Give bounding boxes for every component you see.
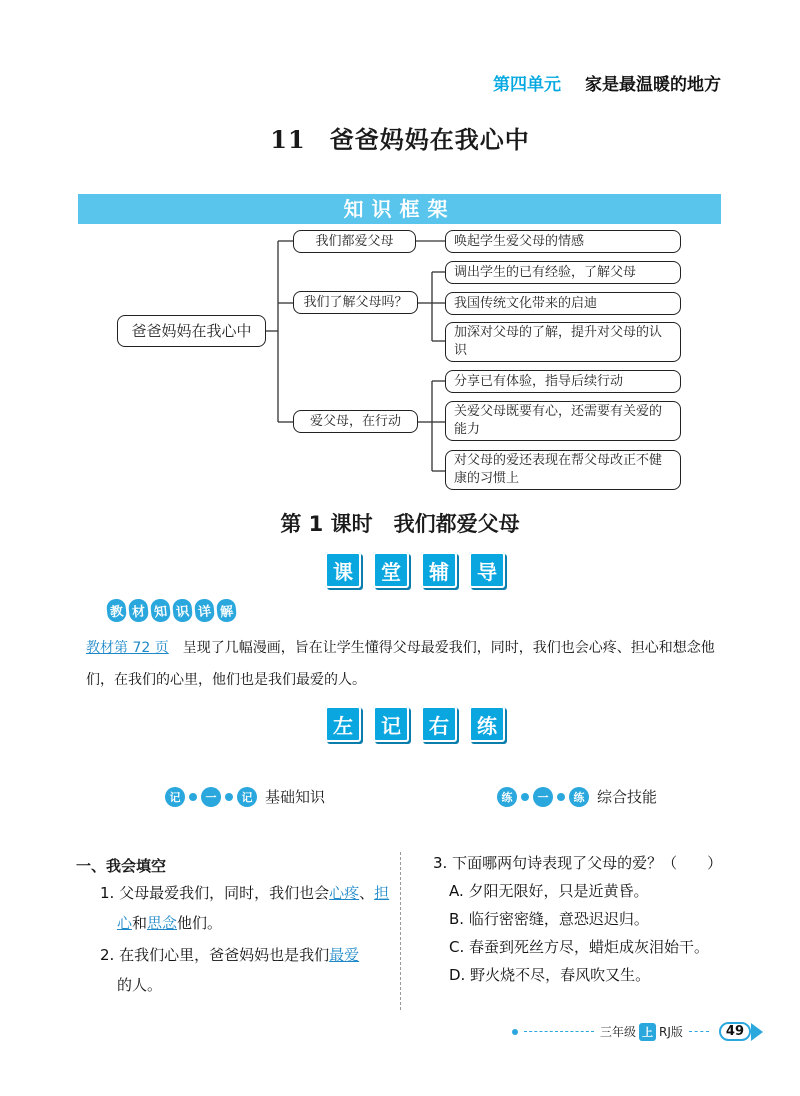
lesson-name: 爸爸妈妈在我心中	[329, 126, 530, 154]
fill-question-2-cont: 的人。	[117, 976, 163, 994]
practice-tile: 记	[373, 706, 409, 742]
left-column-label: 基础知识	[265, 788, 326, 806]
answer-blank[interactable]: 心疼	[329, 884, 360, 902]
fill-section-heading: 一、我会填空	[76, 857, 167, 875]
tag-char: 详	[193, 597, 217, 624]
tag-char: 知	[149, 597, 173, 624]
leaf-2-1: 调出学生的已有经验，了解父母	[445, 261, 681, 284]
class-guide-tile: 课	[325, 552, 361, 588]
question-number: 1.	[100, 884, 115, 902]
right-column-label: 综合技能	[597, 788, 658, 806]
textbook-text: 呈现了几幅漫画，旨在让学生懂得父母最爱我们，同时，我们也会心疼、担心和想念他们，在我们的心里，他们也是我们最爱的人。	[86, 640, 715, 688]
branch-1: 我们都爱父母	[293, 230, 416, 253]
lesson-title	[0, 120, 800, 155]
footer-dash	[524, 1031, 594, 1032]
class-guide-banner	[325, 552, 505, 588]
footer-arrow-icon	[751, 1023, 763, 1041]
practice-tile: 练	[469, 706, 505, 742]
question-number: 2.	[100, 946, 115, 964]
textbook-page-ref[interactable]: 教材第 72 页	[86, 640, 169, 656]
fill-question-1	[100, 878, 392, 908]
fill-question-1-cont	[117, 908, 392, 938]
pill-char: 记	[237, 787, 257, 807]
class-guide-tile: 辅	[421, 552, 457, 588]
practice-banner	[325, 706, 505, 742]
leaf-3-2: 关爱父母既要有心，还需要有关爱的能力	[445, 401, 681, 441]
class-guide-tile: 导	[469, 552, 505, 588]
right-column-header	[497, 786, 657, 807]
textbook-tag	[106, 598, 237, 623]
pill-dot	[521, 793, 529, 801]
question-text: 、	[359, 884, 375, 902]
pill-char: 一	[201, 787, 221, 807]
answer-blank[interactable]: 心	[117, 914, 133, 932]
question-text: 他们。	[177, 914, 223, 932]
choice-option-c[interactable]: C. 春蚕到死丝方尽，蜡炬成灰泪始干。	[449, 938, 710, 956]
class-guide-tile: 堂	[373, 552, 409, 588]
choice-option-d[interactable]: D. 野火烧不尽，春风吹又生。	[449, 966, 651, 984]
lesson-number: 11	[270, 125, 306, 154]
pill-char: 一	[533, 787, 553, 807]
framework-banner: 知识框架	[78, 194, 721, 224]
footer-edition: RJ版	[659, 1025, 683, 1039]
column-divider	[400, 852, 401, 1010]
page-number: 49	[719, 1022, 751, 1041]
pill-dot	[189, 793, 197, 801]
footer-grade: 三年级	[600, 1025, 637, 1039]
tag-char: 教	[105, 597, 129, 624]
choice-option-a[interactable]: A. 夕阳无限好，只是近黄昏。	[449, 882, 649, 900]
pill-char: 练	[497, 787, 517, 807]
tag-char: 材	[127, 597, 151, 624]
leaf-3-1: 分享已有体验，指导后续行动	[445, 370, 681, 393]
fill-question-2	[100, 940, 392, 970]
choice-question: 3. 下面哪两句诗表现了父母的爱？（ ）	[433, 854, 723, 872]
tag-char: 识	[171, 597, 195, 624]
footer-dot	[512, 1029, 518, 1035]
footer-term: 上	[639, 1023, 656, 1041]
practice-tile: 左	[325, 706, 361, 742]
pill-char: 练	[569, 787, 589, 807]
leaf-3-3: 对父母的爱还表现在帮父母改正不健康的习惯上	[445, 450, 681, 490]
question-text: 和	[132, 914, 148, 932]
practice-tile: 右	[421, 706, 457, 742]
unit-label: 第四单元	[493, 75, 561, 95]
left-column-header	[165, 786, 325, 807]
answer-blank[interactable]: 最爱	[329, 946, 360, 964]
question-text: 在我们心里，爸爸妈妈也是我们	[119, 946, 330, 964]
pill-dot	[225, 793, 233, 801]
leaf-2-2: 我国传统文化带来的启迪	[445, 292, 681, 315]
unit-title: 家是最温暖的地方	[585, 75, 721, 95]
answer-blank[interactable]: 担	[374, 884, 390, 902]
footer-dash	[689, 1031, 709, 1032]
leaf-1-1: 唤起学生爱父母的情感	[445, 230, 681, 253]
framework-root: 爸爸妈妈在我心中	[117, 315, 266, 347]
pill-dot	[557, 793, 565, 801]
branch-3: 爱父母，在行动	[293, 410, 418, 433]
question-text: 父母最爱我们，同时，我们也会	[119, 884, 330, 902]
pill-char: 记	[165, 787, 185, 807]
session-heading: 第 1 课时 我们都爱父母	[280, 512, 520, 536]
branch-2: 我们了解父母吗？	[293, 291, 418, 314]
page-footer	[512, 1022, 763, 1041]
textbook-paragraph	[86, 632, 726, 696]
tag-char: 解	[215, 597, 239, 624]
answer-blank[interactable]: 思念	[147, 914, 178, 932]
leaf-2-3: 加深对父母的了解，提升对父母的认识	[445, 322, 681, 362]
choice-option-b[interactable]: B. 临行密密缝，意恐迟迟归。	[449, 910, 649, 928]
